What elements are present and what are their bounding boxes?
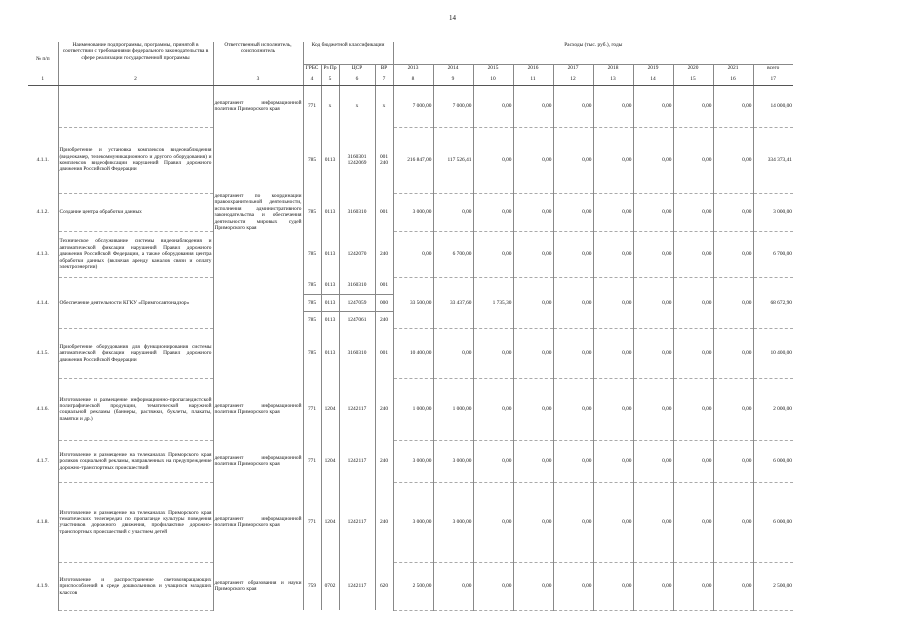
col-expenses-header: Расходы (тыс. руб.), годы bbox=[393, 42, 793, 64]
row-csr: х bbox=[339, 85, 375, 127]
row-value: 0,00 bbox=[473, 440, 513, 482]
row-value: 0,00 bbox=[633, 482, 673, 562]
row-grbs: 785 bbox=[303, 231, 321, 277]
row-executor: департамент по координации правоохранительной деятельности, исполнения административного законодательства и обеспечения деятельности мировых судей Приморского края bbox=[214, 193, 302, 232]
table-row bbox=[28, 378, 793, 440]
row-value: 0,00 bbox=[433, 328, 473, 378]
col-csr-header: ЦСР bbox=[339, 64, 375, 76]
row-number: 4.1.5. bbox=[36, 350, 49, 357]
row-value: 2 500,00 bbox=[393, 562, 433, 610]
header-row bbox=[28, 42, 793, 64]
row-value: 0,00 bbox=[593, 85, 633, 127]
row-csr: 1242117 bbox=[339, 378, 375, 440]
col-number: 7 bbox=[375, 76, 393, 85]
row-csr: 1242117 bbox=[339, 482, 375, 562]
row-name: Создание центра обработки данных bbox=[58, 193, 213, 231]
year-header: 2015 bbox=[473, 64, 513, 76]
row-value: 0,00 bbox=[473, 85, 513, 127]
col-number: 8 bbox=[393, 76, 433, 85]
row-value: 0,00 bbox=[713, 328, 753, 378]
table-row bbox=[28, 482, 793, 562]
row-csr: 1242117 bbox=[339, 562, 375, 610]
row-value: 0,00 bbox=[513, 482, 553, 562]
row-value: 0,00 bbox=[433, 562, 473, 610]
col-number: 16 bbox=[713, 76, 753, 85]
col-number: 13 bbox=[593, 76, 633, 85]
row-vr: 240 bbox=[375, 311, 393, 328]
row-value: 0,00 bbox=[513, 193, 553, 231]
row-name: Техническое обслуживание системы видеонаблюдения и автоматической фиксации нарушений Правил дорожного движения Российской Федерации, а также оборудования центра обработки данных (включая аренду каналов связи и оплату электроэнергии) bbox=[58, 231, 213, 277]
row-value: 0,00 bbox=[473, 193, 513, 231]
row-rzpr: 0113 bbox=[321, 311, 339, 328]
row-value: 0,00 bbox=[553, 231, 593, 277]
col-grbs-header: ГРБС bbox=[303, 64, 321, 76]
col-number: 14 bbox=[633, 76, 673, 85]
col-number: 11 bbox=[513, 76, 553, 85]
row-executor: департамент информационной политики Приморского края bbox=[213, 440, 303, 482]
row-number: 4.1.4. bbox=[36, 299, 49, 306]
row-value: 2 500,00 bbox=[753, 562, 793, 610]
row-number: 4.1.6. bbox=[36, 406, 49, 413]
row-csr: 1247061 bbox=[339, 311, 375, 328]
row-number: 4.1.7. bbox=[36, 458, 49, 465]
row-value: 0,00 bbox=[713, 482, 753, 562]
row-value: 0,00 bbox=[553, 482, 593, 562]
col-number: 17 bbox=[753, 76, 793, 85]
row-csr: 1247059 bbox=[339, 294, 375, 311]
col-number: 9 bbox=[433, 76, 473, 85]
row-value: 0,00 bbox=[713, 127, 753, 193]
row-value: 6 700,00 bbox=[753, 231, 793, 277]
row-value: 0,00 bbox=[633, 277, 673, 328]
row-value: 3 000,00 bbox=[393, 193, 433, 231]
row-vr: 000 bbox=[375, 294, 393, 311]
col-vr-header: ВР bbox=[375, 64, 393, 76]
col-executor-header: Ответственный исполнитель, соисполнитель bbox=[213, 42, 303, 76]
row-rzpr: 1204 bbox=[321, 440, 339, 482]
row-csr: 3160310 bbox=[339, 193, 375, 231]
row-value: 6 000,00 bbox=[753, 482, 793, 562]
row-rzpr: х bbox=[321, 85, 339, 127]
row-value: 0,00 bbox=[593, 378, 633, 440]
row-value: 0,00 bbox=[713, 193, 753, 231]
row-value: 33 437,60 bbox=[433, 277, 473, 328]
col-number: 6 bbox=[339, 76, 375, 85]
row-value: 10 400,00 bbox=[753, 328, 793, 378]
row-value: 3 000,00 bbox=[393, 482, 433, 562]
table-row bbox=[28, 328, 793, 378]
year-header: 2021 bbox=[713, 64, 753, 76]
row-value: 0,00 bbox=[713, 231, 753, 277]
row-vr: 001 bbox=[375, 328, 393, 378]
row-value: 0,00 bbox=[713, 85, 753, 127]
row-executor: департамент информационной политики Приморского края bbox=[213, 378, 303, 440]
row-value: 0,00 bbox=[473, 378, 513, 440]
row-value: 3 000,00 bbox=[433, 440, 473, 482]
table-row bbox=[28, 85, 793, 127]
row-rzpr: 0113 bbox=[321, 277, 339, 294]
row-number: 4.1.3. bbox=[36, 251, 49, 258]
row-rzpr: 1204 bbox=[321, 378, 339, 440]
page-number: 14 bbox=[449, 14, 456, 22]
row-value: 0,00 bbox=[473, 127, 513, 193]
row-rzpr: 1204 bbox=[321, 482, 339, 562]
row-value: 0,00 bbox=[473, 231, 513, 277]
row-value: 0,00 bbox=[633, 328, 673, 378]
row-value: 0,00 bbox=[673, 440, 713, 482]
col-num-header: № п/п bbox=[35, 55, 50, 62]
row-vr: 001 bbox=[375, 193, 393, 231]
row-name bbox=[58, 85, 213, 127]
row-value: 0,00 bbox=[713, 277, 753, 328]
row-csr: 1242070 bbox=[339, 231, 375, 277]
row-grbs: 785 bbox=[303, 193, 321, 231]
row-grbs: 785 bbox=[303, 294, 321, 311]
row-value: 6 000,00 bbox=[753, 440, 793, 482]
row-value: 0,00 bbox=[633, 440, 673, 482]
row-value: 0,00 bbox=[713, 440, 753, 482]
table-row bbox=[28, 231, 793, 277]
row-value: 0,00 bbox=[633, 378, 673, 440]
row-name: Приобретение оборудования для функционирования системы автоматической фиксации нарушений Правил дорожного движения Российской Федерации bbox=[58, 328, 213, 378]
row-value: 33 500,00 bbox=[393, 277, 433, 328]
row-number: 4.1.2. bbox=[36, 209, 49, 216]
row-csr: 3160310 bbox=[339, 328, 375, 378]
col-budget-header: Код бюджетной классификации bbox=[303, 42, 393, 64]
row-value: 0,00 bbox=[553, 562, 593, 610]
row-value: 0,00 bbox=[553, 328, 593, 378]
row-value: 0,00 bbox=[713, 378, 753, 440]
year-header: 2016 bbox=[513, 64, 553, 76]
row-rzpr: 0113 bbox=[321, 294, 339, 311]
row-value: 0,00 bbox=[673, 127, 713, 193]
row-value: 0,00 bbox=[433, 193, 473, 231]
year-header: всего bbox=[753, 64, 793, 76]
col-number: 3 bbox=[213, 76, 303, 85]
row-value: 0,00 bbox=[513, 277, 553, 328]
row-executor: департамент информационной политики Приморского края bbox=[213, 482, 303, 562]
row-csr: 3160310 bbox=[339, 277, 375, 294]
row-value: 0,00 bbox=[633, 193, 673, 231]
row-value: 0,00 bbox=[593, 193, 633, 231]
row-rzpr: 0113 bbox=[321, 193, 339, 231]
row-value: 0,00 bbox=[593, 562, 633, 610]
row-value: 1 735,30 bbox=[473, 277, 513, 328]
row-value: 0,00 bbox=[673, 328, 713, 378]
row-value: 0,00 bbox=[593, 440, 633, 482]
year-header: 2013 bbox=[393, 64, 433, 76]
row-vr: 240 bbox=[375, 231, 393, 277]
row-vr: х bbox=[375, 85, 393, 127]
year-header: 2014 bbox=[433, 64, 473, 76]
row-value: 0,00 bbox=[593, 482, 633, 562]
row-grbs: 785 bbox=[303, 277, 321, 294]
year-header: 2017 bbox=[553, 64, 593, 76]
row-value: 10 400,00 bbox=[393, 328, 433, 378]
row-vr: 001 bbox=[375, 277, 393, 294]
row-value: 0,00 bbox=[673, 482, 713, 562]
row-value: 0,00 bbox=[393, 231, 433, 277]
row-value: 0,00 bbox=[513, 378, 553, 440]
row-value: 7 000,00 bbox=[433, 85, 473, 127]
row-grbs: 785 bbox=[303, 127, 321, 193]
row-vr: 001 240 bbox=[375, 127, 393, 193]
row-value: 0,00 bbox=[673, 193, 713, 231]
row-value: 1 000,00 bbox=[393, 378, 433, 440]
col-name-header: Наименование подпрограммы, программы, принятой в соответствии с требованиями федерального законодательства в сфере реализации государственной программы bbox=[58, 42, 213, 76]
row-csr: 3160301 1242069 bbox=[339, 127, 375, 193]
row-grbs: 771 bbox=[303, 378, 321, 440]
row-value: 0,00 bbox=[713, 562, 753, 610]
row-rzpr: 0113 bbox=[321, 231, 339, 277]
row-number: 4.1.9. bbox=[36, 583, 49, 590]
row-grbs: 771 bbox=[303, 482, 321, 562]
col-number: 2 bbox=[58, 76, 213, 85]
col-number: 5 bbox=[321, 76, 339, 85]
row-name: Изготовление и размещение информационно-пропагандистской полиграфической продукции, тематической наружной социальной рекламы (баннеры, растяжки, буклеты, плакаты, памятки и др.) bbox=[58, 378, 213, 440]
column-numbers-row bbox=[28, 76, 793, 85]
row-executor bbox=[213, 127, 303, 193]
row-grbs: 771 bbox=[303, 440, 321, 482]
row-value: 117 526,41 bbox=[433, 127, 473, 193]
row-rzpr: 0113 bbox=[321, 127, 339, 193]
row-value: 0,00 bbox=[593, 277, 633, 328]
col-number: 15 bbox=[673, 76, 713, 85]
row-vr: 240 bbox=[375, 482, 393, 562]
row-executor: департамент образования и науки Приморского края bbox=[213, 562, 303, 610]
row-value: 0,00 bbox=[633, 562, 673, 610]
row-number: 4.1.1. bbox=[36, 156, 49, 163]
row-grbs: 771 bbox=[303, 85, 321, 127]
row-value: 14 000,00 bbox=[753, 85, 793, 127]
row-vr: 620 bbox=[375, 562, 393, 610]
row-name: Изготовление и размещение на телеканалах Приморского края тематических телепередач по пропаганде культуры поведения участников дорожного движения, профилактике дорожно-транспортных происшествий с участием детей bbox=[58, 482, 213, 562]
row-value: 0,00 bbox=[593, 328, 633, 378]
row-number: 4.1.8. bbox=[36, 519, 49, 526]
col-number: 1 bbox=[28, 76, 58, 85]
row-value: 0,00 bbox=[673, 277, 713, 328]
row-rzpr: 0113 bbox=[321, 328, 339, 378]
row-value: 6 700,00 bbox=[433, 231, 473, 277]
row-name: Изготовление и размещение на телеканалах Приморского края роликов социальной рекламы, направленных на предупреждение дорожно-транспортных происшествий bbox=[58, 440, 213, 482]
row-grbs: 759 bbox=[303, 562, 321, 610]
row-value: 0,00 bbox=[513, 85, 553, 127]
row-value: 0,00 bbox=[673, 85, 713, 127]
row-executor bbox=[213, 328, 303, 378]
row-name: Изготовление и распространение световозвращающих приспособлений в среде дошкольников и учащихся младших классов bbox=[58, 562, 213, 610]
row-rzpr: 0702 bbox=[321, 562, 339, 610]
row-value: 0,00 bbox=[473, 482, 513, 562]
row-value: 216 847,00 bbox=[393, 127, 433, 193]
row-grbs: 785 bbox=[303, 311, 321, 328]
table-row bbox=[28, 193, 793, 231]
row-executor: департамент информационной политики Приморского края bbox=[213, 85, 303, 127]
row-value: 0,00 bbox=[553, 127, 593, 193]
row-vr: 240 bbox=[375, 440, 393, 482]
row-number bbox=[28, 85, 58, 127]
row-csr: 1242117 bbox=[339, 440, 375, 482]
table-row bbox=[28, 277, 793, 294]
row-value: 0,00 bbox=[633, 127, 673, 193]
row-value: 0,00 bbox=[553, 277, 593, 328]
row-name: Приобретение и установка комплексов видеонаблюдения (видеокамер, телекоммуникационного и другого оборудования) и комплексов видеофиксации нарушений Правил дорожного движения Российской Федерации bbox=[58, 127, 213, 193]
row-value: 0,00 bbox=[513, 440, 553, 482]
row-value: 3 000,00 bbox=[753, 193, 793, 231]
table-row bbox=[28, 562, 793, 610]
col-number: 4 bbox=[303, 76, 321, 85]
row-name: Обеспечение деятельности КГКУ «Примгосавтонадзор» bbox=[58, 277, 213, 328]
row-value: 0,00 bbox=[633, 85, 673, 127]
row-value: 334 373,41 bbox=[753, 127, 793, 193]
row-value: 0,00 bbox=[473, 562, 513, 610]
row-value: 0,00 bbox=[513, 127, 553, 193]
row-value: 0,00 bbox=[513, 328, 553, 378]
row-value: 0,00 bbox=[593, 231, 633, 277]
row-value: 0,00 bbox=[673, 562, 713, 610]
row-executor bbox=[213, 277, 303, 328]
row-value: 7 000,00 bbox=[393, 85, 433, 127]
row-vr: 240 bbox=[375, 378, 393, 440]
year-header: 2019 bbox=[633, 64, 673, 76]
row-value: 3 000,00 bbox=[393, 440, 433, 482]
row-grbs: 785 bbox=[303, 328, 321, 378]
row-value: 3 000,00 bbox=[433, 482, 473, 562]
row-value: 0,00 bbox=[473, 328, 513, 378]
year-header: 2018 bbox=[593, 64, 633, 76]
row-value: 0,00 bbox=[673, 378, 713, 440]
table-row bbox=[28, 440, 793, 482]
row-value: 1 000,00 bbox=[433, 378, 473, 440]
table-row bbox=[28, 127, 793, 193]
row-value: 0,00 bbox=[553, 85, 593, 127]
row-value: 0,00 bbox=[673, 231, 713, 277]
row-value: 0,00 bbox=[553, 440, 593, 482]
row-value: 2 000,00 bbox=[753, 378, 793, 440]
year-header: 2020 bbox=[673, 64, 713, 76]
row-value: 0,00 bbox=[633, 231, 673, 277]
col-number: 12 bbox=[553, 76, 593, 85]
row-value: 0,00 bbox=[513, 562, 553, 610]
row-value: 0,00 bbox=[593, 127, 633, 193]
row-value: 68 672,90 bbox=[753, 277, 793, 328]
row-value: 0,00 bbox=[553, 193, 593, 231]
col-number: 10 bbox=[473, 76, 513, 85]
col-rzpr-header: Рз Пр bbox=[321, 64, 339, 76]
row-value: 0,00 bbox=[553, 378, 593, 440]
row-executor bbox=[213, 231, 303, 277]
budget-table bbox=[28, 42, 793, 611]
row-value: 0,00 bbox=[513, 231, 553, 277]
